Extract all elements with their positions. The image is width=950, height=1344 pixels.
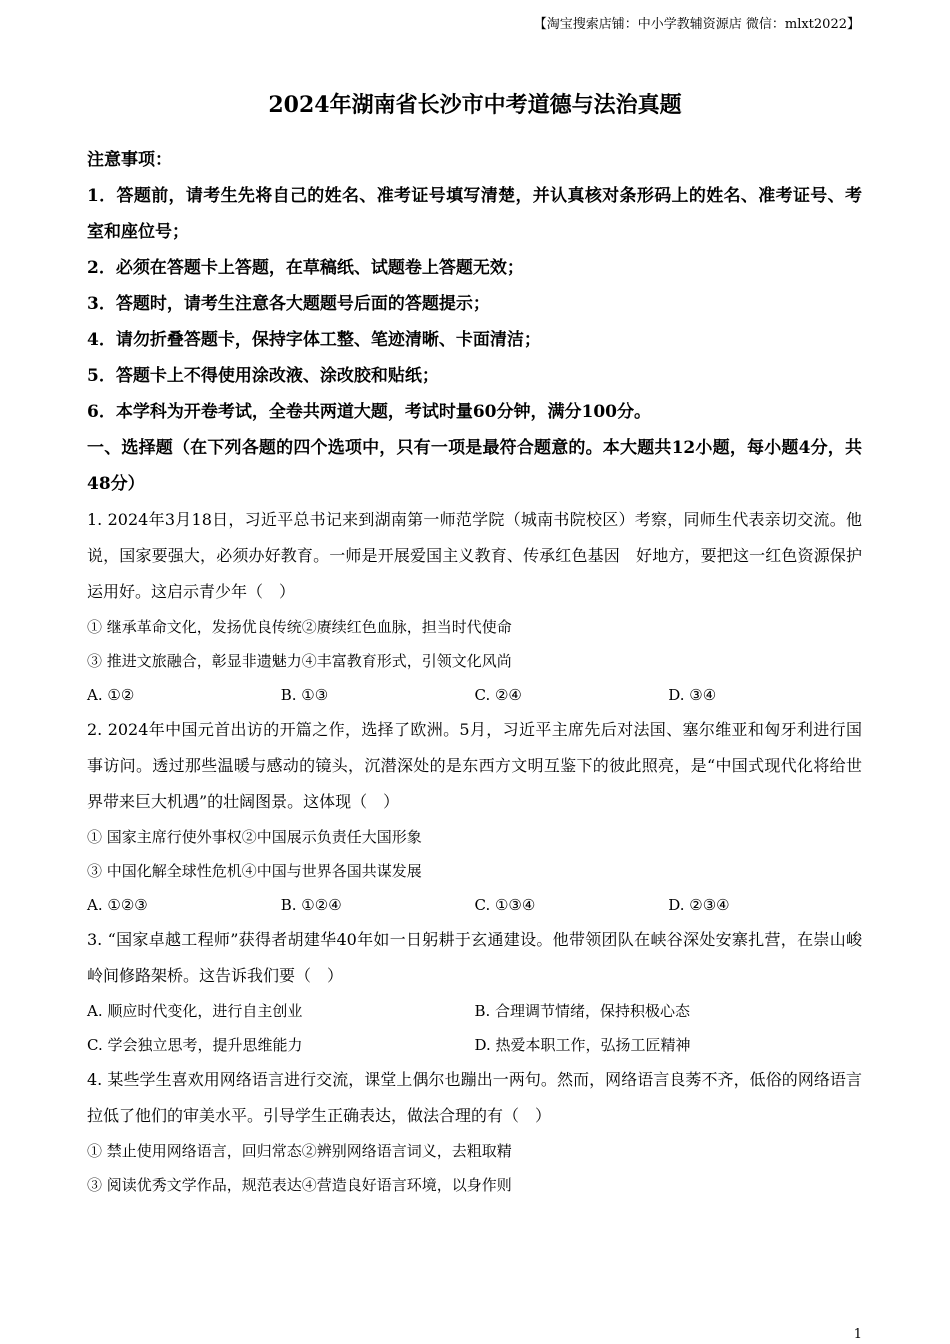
question-statement: ③ 中国化解全球性危机④中国与世界各国共谋发展 xyxy=(87,862,422,880)
option-a: A. ①②③ xyxy=(87,896,148,914)
question-stem: 2. 2024年中国元首出访的开篇之作，选择了欧洲。5月，习近平主席先后对法国、塞尔维亚和匈牙利进行国事访问。透过那些温暖与感动的镜头，沉潜深处的是东西方文明互鉴下的彼此照亮，是“中国式现代化将给世界带来巨大机遇”的壮阔图景。这体现（ ） xyxy=(87,720,862,811)
option-b: B. ①③ xyxy=(280,686,329,704)
question-statement: ③ 阅读优秀文学作品，规范表达④营造良好语言环境，以身作则 xyxy=(87,1176,512,1194)
page-number: 1 xyxy=(853,1327,862,1342)
section-heading: 一、选择题（在下列各题的四个选项中，只有一项是最符合题意的。本大题共12小题，每小题4分，共48分） xyxy=(87,438,862,494)
question-statement: ① 国家主席行使外事权②中国展示负责任大国形象 xyxy=(87,828,422,846)
answer-options xyxy=(87,678,862,712)
notice-item: 4．请勿折叠答题卡，保持字体工整、笔迹清晰、卡面清洁； xyxy=(87,330,541,350)
option-d: D. 热爱本职工作，弘扬工匠精神 xyxy=(474,1036,691,1054)
option-c: C. ②④ xyxy=(474,686,522,704)
question-stem: 4. 某些学生喜欢用网络语言进行交流，课堂上偶尔也蹦出一两句。然而，网络语言良莠不齐，低俗的网络语言拉低了他们的审美水平。引导学生正确表达，做法合理的有（ ） xyxy=(87,1070,862,1125)
option-a: A. ①② xyxy=(87,686,135,704)
notice-item: 2．必须在答题卡上答题，在草稿纸、试题卷上答题无效； xyxy=(87,258,524,278)
question-stem: 1. 2024年3月18日，习近平总书记来到湖南第一师范学院（城南书院校区）考察，同师生代表亲切交流。他说，国家要强大，必须办好教育。一师是开展爱国主义教育、传承红色基因 好地方，要把这一红色资源保护运用好。这启示青少年（ ） xyxy=(87,510,862,601)
answer-options xyxy=(87,994,862,1028)
answer-options xyxy=(87,1028,862,1062)
option-c: C. 学会独立思考，提升思维能力 xyxy=(87,1036,303,1054)
question-statement: ③ 推进文旅融合，彰显非遗魅力④丰富教育形式，引领文化风尚 xyxy=(87,652,512,670)
question-stem: 3. “国家卓越工程师”获得者胡建华40年如一日躬耕于玄通建设。他带领团队在峡谷深处安寨扎营，在崇山峻岭间修路架桥。这告诉我们要（ ） xyxy=(87,930,862,985)
option-b: B. 合理调节情绪，保持积极心态 xyxy=(474,1002,691,1020)
option-c: C. ①③④ xyxy=(474,896,536,914)
page-title: 2024年湖南省长沙市中考道德与法治真题 xyxy=(268,92,682,118)
option-d: D. ③④ xyxy=(668,686,717,704)
notice-item: 3．答题时，请考生注意各大题题号后面的答题提示； xyxy=(87,294,490,314)
header-note: 【淘宝搜索店铺：中小学教辅资源店 微信：mlxt2022】 xyxy=(533,17,860,32)
option-a: A. 顺应时代变化，进行自主创业 xyxy=(87,1002,303,1020)
option-d: D. ②③④ xyxy=(668,896,730,914)
question-statement: ① 继承革命文化，发扬优良传统②赓续红色血脉，担当时代使命 xyxy=(87,618,512,636)
notice-item: 6．本学科为开卷考试，全卷共两道大题，考试时量60分钟，满分100分。 xyxy=(87,402,651,422)
answer-options xyxy=(87,888,862,922)
notice-heading: 注意事项： xyxy=(87,150,172,170)
question-statement: ① 禁止使用网络语言，回归常态②辨别网络语言词义，去粗取精 xyxy=(87,1142,512,1160)
notice-item: 5．答题卡上不得使用涂改液、涂改胶和贴纸； xyxy=(87,366,439,386)
option-b: B. ①②④ xyxy=(280,896,342,914)
document-body xyxy=(87,142,862,1202)
notice-item: 1．答题前，请考生先将自己的姓名、准考证号填写清楚，并认真核对条形码上的姓名、准考证号、考室和座位号； xyxy=(87,186,862,242)
